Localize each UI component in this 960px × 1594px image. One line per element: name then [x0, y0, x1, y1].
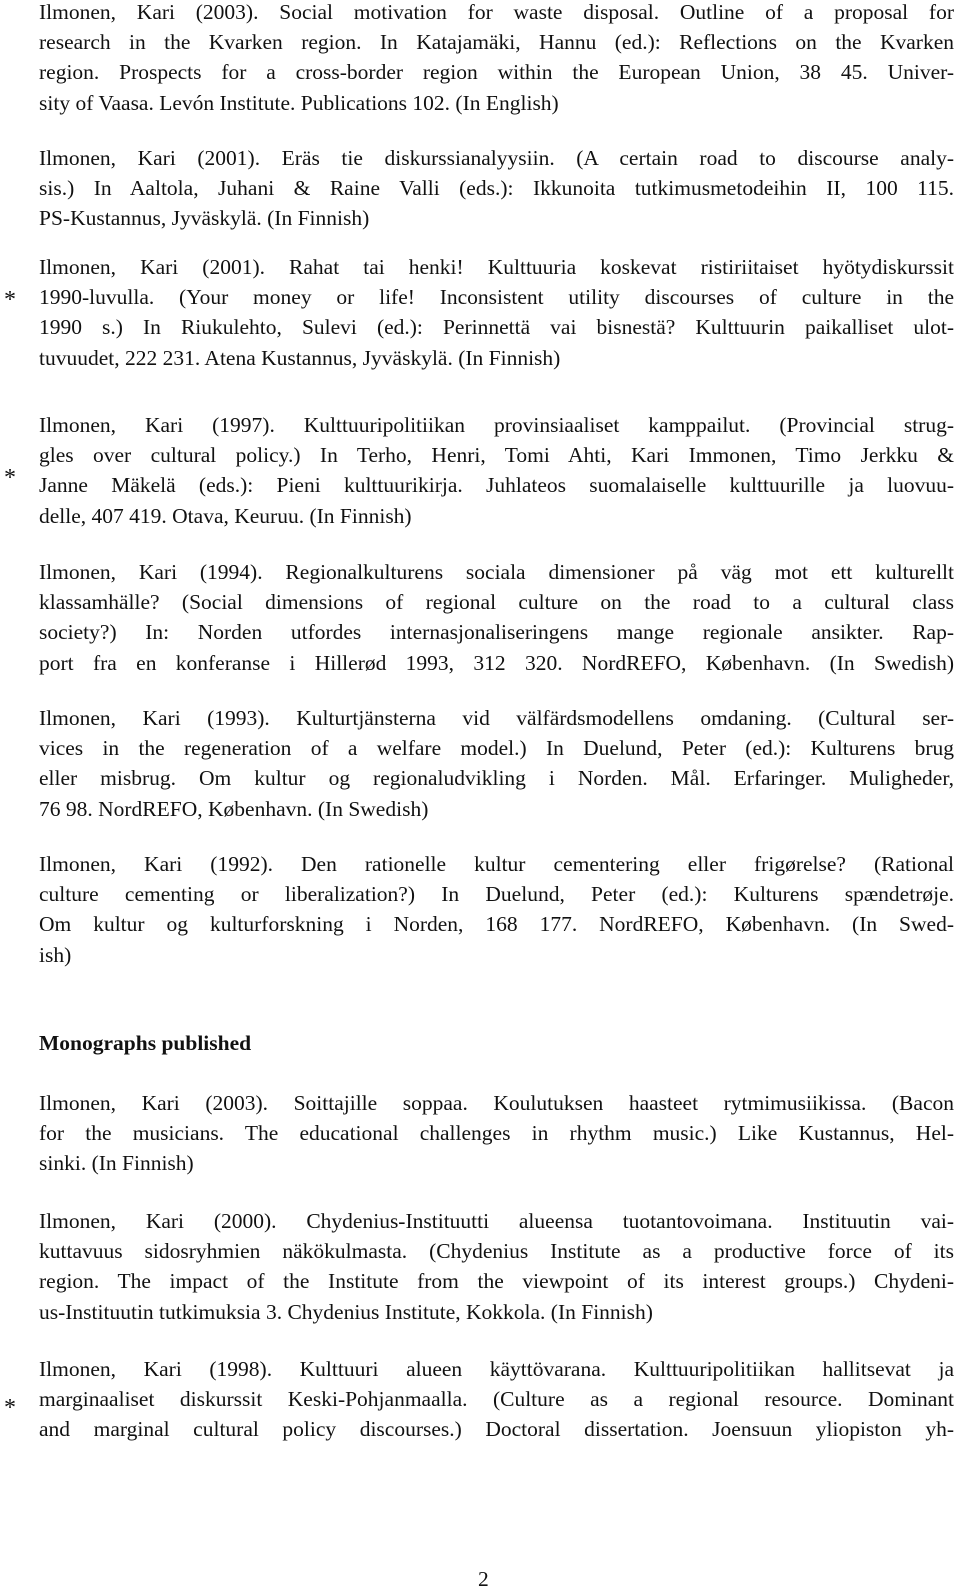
entry-line: Ilmonen, Kari (2003). Soittajille soppaa. Koulutuksen haasteet rytmimusiikissa. (Bacon	[39, 1091, 954, 1115]
entry-line: sity of Vaasa. Levón Institute. Publications 102. (In English)	[39, 90, 559, 115]
entry-line: gles over cultural policy.) In Terho, Henri, Tomi Ahti, Kari Immonen, Timo Jerkku &	[39, 443, 954, 468]
reference-entry	[39, 143, 954, 234]
reference-entry	[39, 703, 954, 824]
entry-line: vices in the regeneration of a welfare model.) In Duelund, Peter (ed.): Kulturens brug	[39, 736, 954, 761]
entry-line: region. Prospects for a cross-border region within the European Union, 38 45. Univer-	[39, 60, 954, 85]
asterisk-marker: *	[4, 287, 16, 313]
entry-line: Om kultur og kulturforskning i Norden, 168 177. NordREFO, København. (In Swed-	[39, 912, 954, 937]
reference-entry	[39, 557, 954, 678]
entry-line: tuvuudet, 222 231. Atena Kustannus, Jyväskylä. (In Finnish)	[39, 345, 561, 370]
entry-line: Ilmonen, Kari (1997). Kulttuuripolitiikan provinsiaaliset kamppailut. (Provincial strug-	[39, 413, 954, 437]
entry-line: region. The impact of the Institute from the viewpoint of its interest groups.) Chydeni-	[39, 1269, 954, 1294]
entry-line: marginaaliset diskurssit Keski-Pohjanmaalla. (Culture as a regional resource. Dominant	[39, 1387, 954, 1412]
entry-line: ish)	[39, 942, 72, 967]
entry-line: for the musicians. The educational challenges in rhythm music.) Like Kustannus, Hel-	[39, 1121, 954, 1146]
entry-line: Ilmonen, Kari (2001). Rahat tai henki! Kulttuuria koskevat ristiriitaiset hyötydiskurssit	[39, 255, 954, 279]
entry-line: klassamhälle? (Social dimensions of regional culture on the road to a cultural class	[39, 590, 954, 615]
entry-line: eller misbrug. Om kultur og regionaludvikling i Norden. Mål. Erfaringer. Muligheder,	[39, 766, 954, 791]
entry-line: Ilmonen, Kari (2000). Chydenius-Instituutti alueensa tuotantovoimana. Instituutin vai-	[39, 1209, 954, 1233]
entry-line: sis.) In Aaltola, Juhani & Raine Valli (eds.): Ikkunoita tutkimusmetodeihin II, 100 115.	[39, 176, 954, 201]
entry-line: 1990 s.) In Riukulehto, Sulevi (ed.): Perinnettä vai bisnestä? Kulttuurin paikalliset ulot-	[39, 315, 954, 340]
entry-line: sinki. (In Finnish)	[39, 1151, 194, 1176]
reference-entry	[39, 849, 954, 970]
asterisk-marker: *	[4, 465, 16, 491]
entry-line: culture cementing or liberalization?) In Duelund, Peter (ed.): Kulturens spændetrøje.	[39, 882, 954, 907]
entry-line: 1990-luvulla. (Your money or life! Inconsistent utility discourses of culture in the	[39, 285, 954, 310]
reference-entry	[39, 252, 954, 373]
entry-line: Ilmonen, Kari (1998). Kulttuuri alueen käyttövarana. Kulttuuripolitiikan hallitsevat ja	[39, 1357, 954, 1381]
entry-line: us-Instituutin tutkimuksia 3. Chydenius Institute, Kokkola. (In Finnish)	[39, 1299, 653, 1324]
entry-line: delle, 407 419. Otava, Keuruu. (In Finnish)	[39, 503, 412, 528]
entry-line: Ilmonen, Kari (2003). Social motivation for waste disposal. Outline of a proposal for	[39, 0, 954, 24]
entry-line: 76 98. NordREFO, København. (In Swedish)	[39, 796, 429, 821]
monograph-entry	[39, 1206, 954, 1327]
entry-line: Ilmonen, Kari (1993). Kulturtjänsterna vid välfärdsmodellens omdaning. (Cultural ser-	[39, 706, 954, 730]
entry-line: Janne Mäkelä (eds.): Pieni kulttuurikirja. Juhlateos suomalaiselle kulttuurille ja luovuu-	[39, 473, 954, 498]
entry-line: Ilmonen, Kari (1992). Den rationelle kultur cementering eller frigørelse? (Rational	[39, 852, 954, 876]
entry-line: PS-Kustannus, Jyväskylä. (In Finnish)	[39, 206, 370, 231]
monograph-entry	[39, 1088, 954, 1179]
entry-line: research in the Kvarken region. In Katajamäki, Hannu (ed.): Reflections on the Kvarken	[39, 30, 954, 55]
reference-entry	[39, 0, 954, 118]
monograph-entry	[39, 1354, 954, 1445]
asterisk-marker: *	[4, 1395, 16, 1421]
entry-line: kuttavuus sidosryhmien näkökulmasta. (Chydenius Institute as a productive force of its	[39, 1239, 954, 1264]
entry-line: Ilmonen, Kari (2001). Eräs tie diskurssianalyysiin. (A certain road to discourse analy-	[39, 146, 954, 170]
entry-line: and marginal cultural policy discourses.) Doctoral dissertation. Joensuun yliopiston yh-	[39, 1417, 954, 1442]
entry-line: society?) In: Norden utfordes internasjonaliseringens mange regionale ansikter. Rap-	[39, 620, 954, 645]
page-number: 2	[478, 1567, 489, 1591]
entry-line: Ilmonen, Kari (1994). Regionalkulturens sociala dimensioner på väg mot ett kulturellt	[39, 560, 954, 584]
reference-entry	[39, 410, 954, 531]
section-heading: Monographs published	[39, 1031, 252, 1055]
entry-line: port fra en konferanse i Hillerød 1993, 312 320. NordREFO, København. (In Swedish)	[39, 650, 954, 675]
